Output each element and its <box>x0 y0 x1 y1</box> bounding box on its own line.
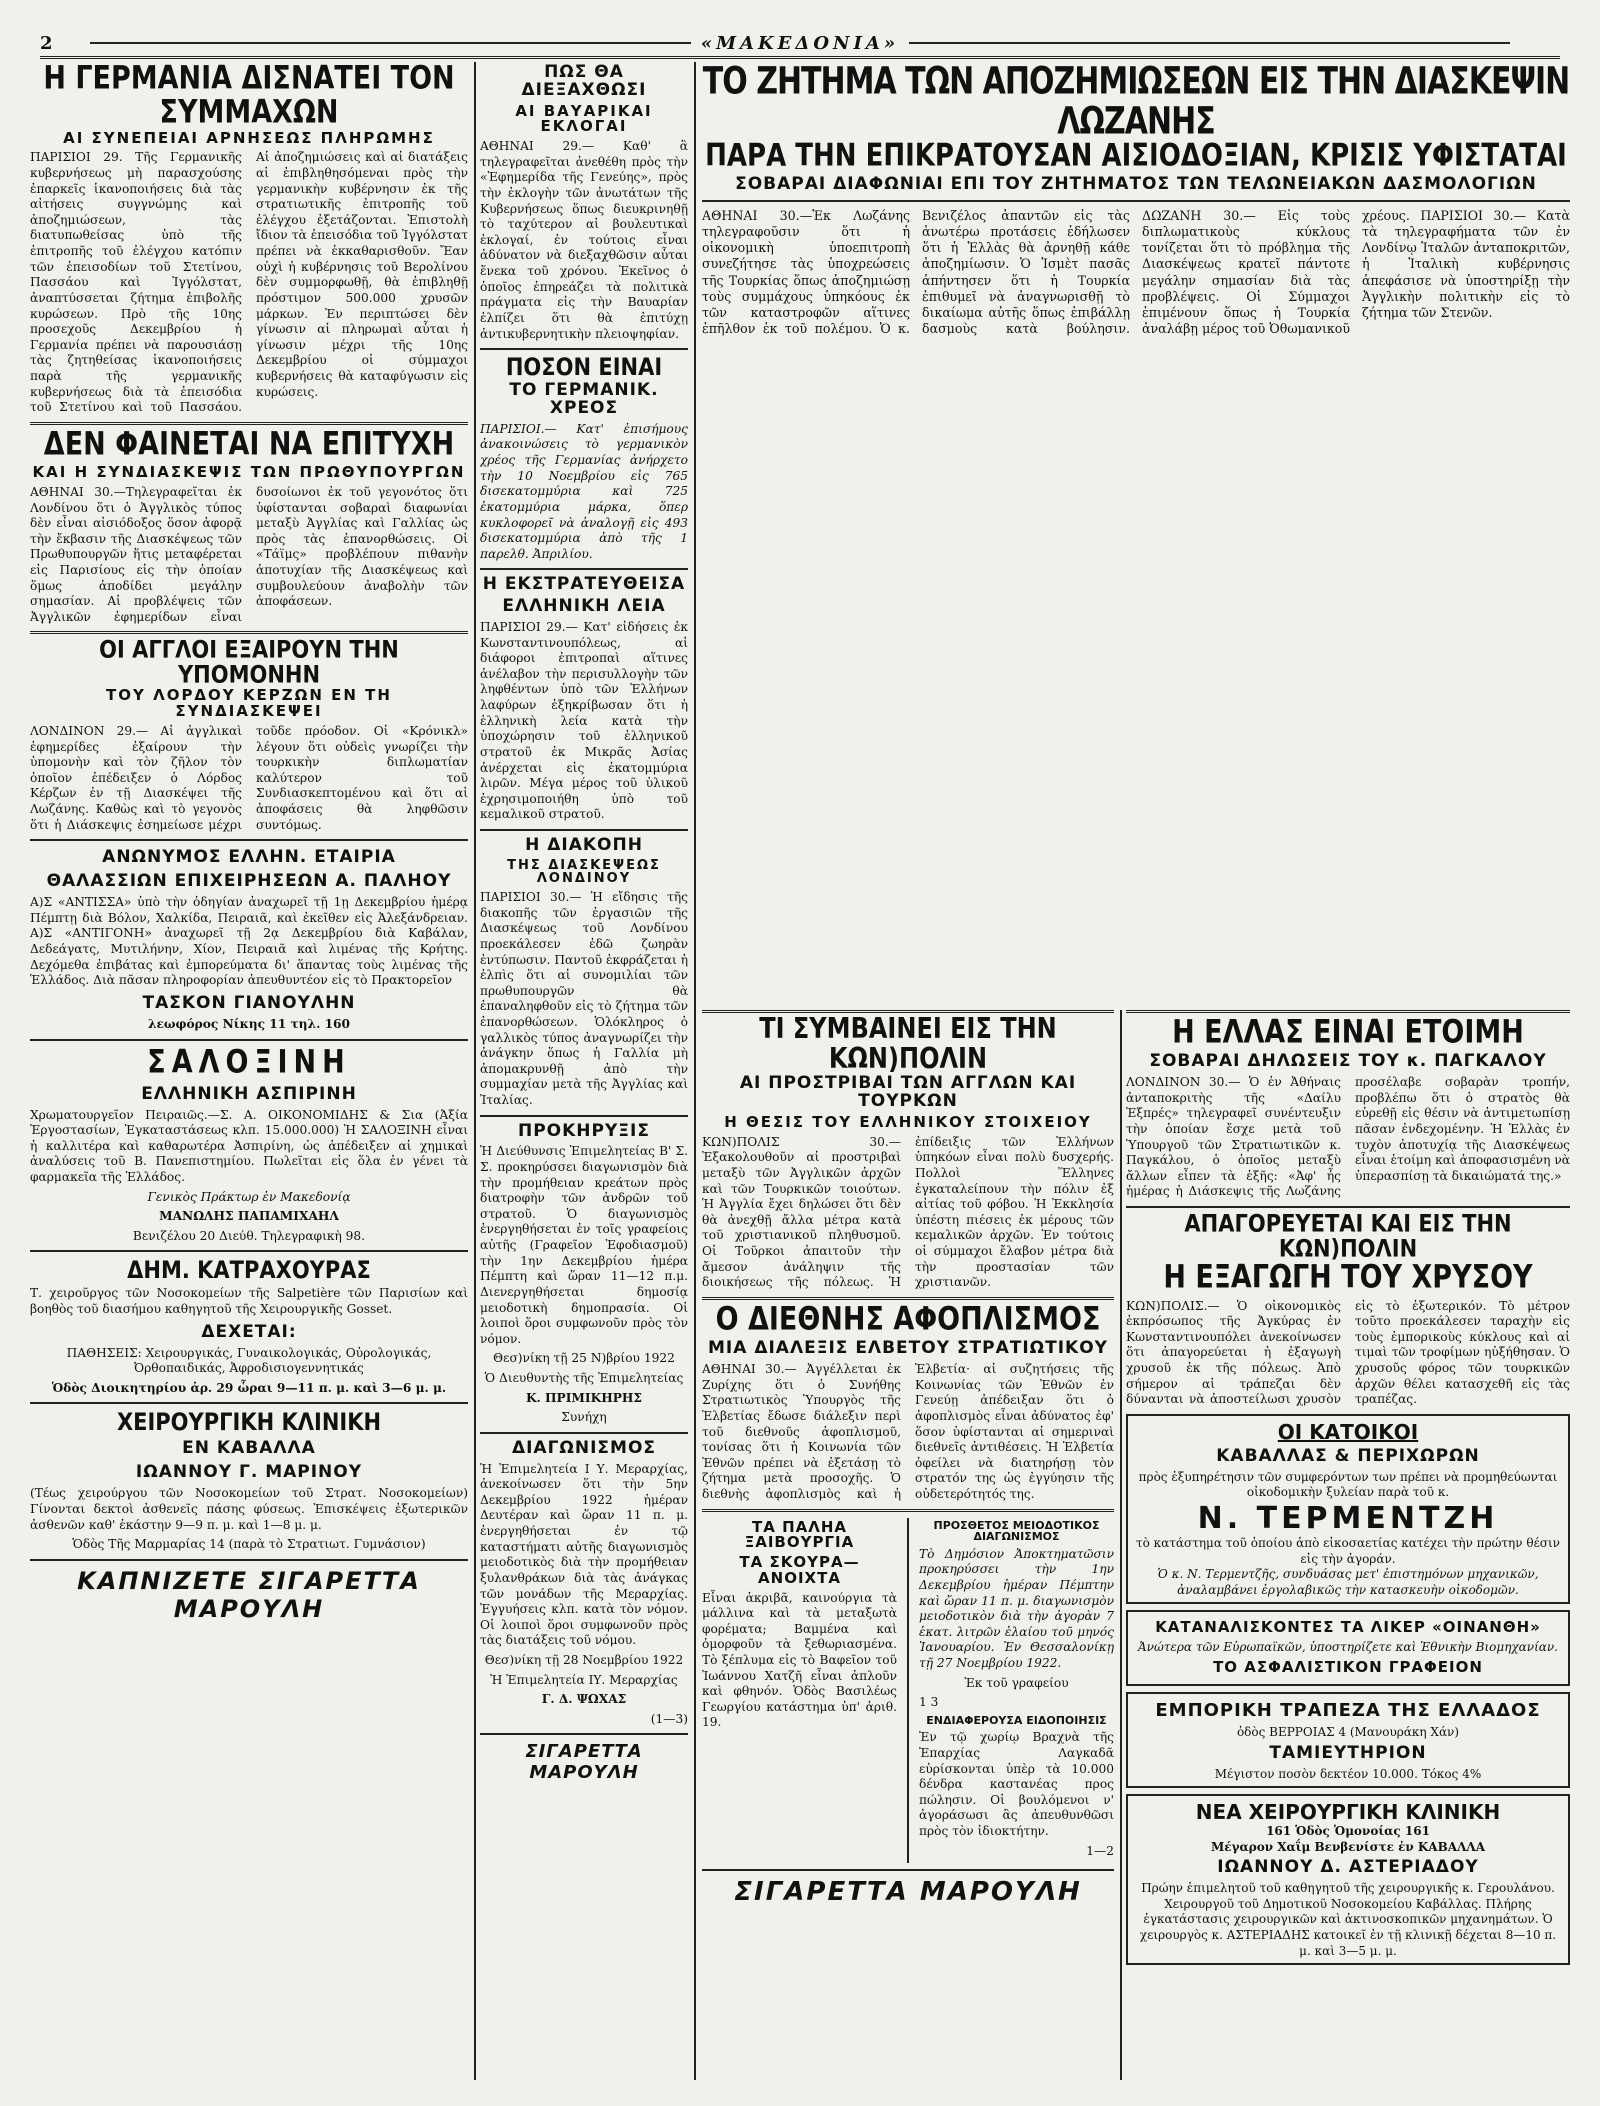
doctor-ad: ΔΗΜ. ΚΑΤΡΑΧΟΥΡΑΣ Τ. χειροῦργος τῶν Νοσοκομείων τῆς Salpetière τῶν Παρισίων καὶ βοηθὸς τοῦ διασήμου καθηγητοῦ τῆς Χειρουργικῆς Gosset. ΔΕΧΕΤΑΙ: ΠΑΘΗΣΕΙΣ: Χειρουργικάς, Γυναικολογικάς, Οὐρολογικάς, Ὀρθοπαιδικάς, Ἀφροδισιογεννητικάς Ὁδὸς Διοικητηρίου ἀρ. 29 ὧραι 9—11 π. μ. καὶ 3—6 μ. μ. <box>30 1256 468 1395</box>
headline: ΑΠΑΓΟΡΕΥΕΤΑΙ ΚΑΙ ΕΙΣ ΤΗΝ ΚΩΝ)ΠΟΛΙΝ <box>1184 1209 1512 1263</box>
subheadline: ΣΟΒΑΡΑΙ ΔΗΛΩΣΕΙΣ ΤΟΥ κ. ΠΑΓΚΑΛΟΥ <box>1149 1051 1547 1072</box>
headline: Η ΕΚΣΤΡΑΤΕΥΘΕΙΣΑ <box>482 574 686 595</box>
article-body: ΛΟΝΔΙΝΟΝ 29.— Αἱ ἀγγλικαὶ ἐφημερίδες ἐξαίρουν τὴν ὑπομονὴν καὶ τὸν ζῆλον τὸν ὁποῖον ἐπέδειξεν ὁ Λόρδος Κέρζων ἐν τῇ Διασκέψει τῆς Λωζάνης. Καθὼς καὶ τὸ γεγονὸς ὅτι ἡ Διάσκεψις ἐσημείωσε μέχρι τοῦδε πρόοδον. Οἱ «Κρόνικλ» λέγουν ὅτι οὐδεὶς γνωρίζει τὴν τουρκικὴν διπλωματίαν καλύτερον τοῦ Συνδιασκεπτομένου καὶ ὅτι αἱ ἀποφάσεις θὰ ληφθῶσιν συντόμως. <box>30 723 468 832</box>
clinic-ad: ΝΕΑ ΧΕΙΡΟΥΡΓΙΚΗ ΚΛΙΝΙΚΗ 161 Ὁδὸς Ὁμονοίας 161 Μέγαρον Χαΐμ Βενβενίστε ἐν ΚΑΒΑΛΛΑ ΙΩΑΝΝΟΥ Δ. ΑΣΤΕΡΙΑΔΟΥ Πρώην ἐπιμελητοῦ τοῦ καθηγητοῦ τῆς χειρουργικῆς κ. Γερουλάνου. Χειρουργοῦ τοῦ Δημοτικοῦ Νοσοκομείου Καβάλλας. Πλήρης ἐγκατάστασις χειρουργικῶν καὶ ἀκτινοσκοπικῶν μηχανημάτων. Ὁ χειρουργὸς κ. ΑΣΤΕΡΙΑΔΗΣ κατοικεῖ ἐν τῇ κλινικῇ δέχεται 8—10 π. μ. καὶ 3—5 μ. μ. <box>1126 1794 1570 1965</box>
article-body: ΠΑΡΙΣΙΟΙ.— Κατ' ἐπισήμους ἀνακοινώσεις τὸ γερμανικὸν χρέος τῆς Γερμανίας ἀνήρχετο τὴν 10 Νοεμβρίου εἰς 765 δισεκατομμύρια καὶ 725 ἑκατομμύρια μάρκα, ὅπερ κυκλοφορεῖ νὰ ἀναλογῇ εἰς 493 δισεκατομμύρια ἀπὸ τῆς 1 παρελθ. Ἀπριλίου. <box>480 421 688 561</box>
paper-name: «ΜΑΚΕΔΟΝΙΑ» <box>700 32 900 54</box>
article-body: Ἡ Διεύθυνσις Ἐπιμελητείας Β' Σ. Σ. προκηρύσσει διαγωνισμὸν διὰ τὴν προμήθειαν κρεάτων πρὸς διατροφὴν τῶν ἀνδρῶν τοῦ στρατοῦ. Ὁ διαγωνισμὸς ἐνεργηθήσεται ἐν τοῖς γραφείοις αὐτῆς (Γραφεῖον Ἐφοδιασμοῦ) τὴν 1ην Δεκεμβρίου ἡμέρα Πέμπτη καὶ ὥραν 11—12 π.μ. Διενεργηθήσεται δημοσίᾳ μειοδοτικὴ δημοπρασία. Οἱ λοιποὶ ὅροι συμφωνοῦν πρὸς τὸν νόμον. <box>480 1144 688 1346</box>
notice: ΠΡΟΣΘΕΤΟΣ ΜΕΙΟΔΟΤΙΚΟΣ ΔΙΑΓΩΝΙΣΜΟΣ Τὸ Δημόσιον Ἀποκτηματῶσιν προκηρύσσει τὴν 1ην Δεκεμβρίου ἡμέραν Πέμπτην καὶ ὥραν 11 π. μ. διαγωνισμὸν μειοδοτικὸν διὰ τὴν ἀγορὰν 7 ἑκατ. λιτρῶν ἐλαίου τοῦ μηνός Ἰανουαρίου. Ἐν Θεσσαλονίκῃ τῇ 27 Νοεμβρίου 1922. Ἐκ τοῦ γραφείου 1 3 ΕΝΔΙΑΦΕΡΟΥΣΑ ΕΙΔΟΠΟΙΗΣΙΣ Ἐν τῷ χωρίῳ Βραχνὰ τῆς Ἐπαρχίας Λαγκαδᾶ εὑρίσκονται ὑπὲρ τὰ 10.000 δένδρα καστανέας προς πώλησιν. Οἱ βουλόμενοι ν' ἀγοράσωσι ἂς ἀπευθυνθῶσι πρὸς τὸν ἰδιοκτήτην. 1—2 <box>919 1518 1114 1858</box>
clinic-ad: ΧΕΙΡΟΥΡΓΙΚΗ ΚΛΙΝΙΚΗ ΕΝ ΚΑΒΑΛΛΑ ΙΩΑΝΝΟΥ Γ. ΜΑΡΙΝΟΥ (Τέως χειρούργου τῶν Νοσοκομείων τοῦ Στρατ. Νοσοκομείων) Γίνονται δεκτοὶ ἀσθενεῖς πάσης φύσεως. Ἐπισκέψεις ἐξωτερικῶν ἀσθενῶν καθ' ἑκάστην 9—9 π. μ. καὶ 1—8 μ. μ. Ὁδὸς Τῆς Μαρμαρίας 14 (παρὰ τὸ Στρατιωτ. Γυμνάσιον) <box>30 1408 468 1552</box>
column-rule <box>1120 1010 1122 2080</box>
subheadline: ΤΗΣ ΔΙΑΣΚΕΨΕΩΣ ΛΟΝΔΙΝΟΥ <box>507 857 661 887</box>
headline: Ο ΔΙΕΘΝΗΣ ΑΦΟΠΛΙΣΜΟΣ <box>715 1300 1101 1338</box>
subheadline: ΜΙΑ ΔΙΑΛΕΞΙΣ ΕΛΒΕΤΟΥ ΣΤΡΑΤΙΩΤΙΚΟΥ <box>708 1338 1108 1359</box>
subheadline: ΠΑΡΑ ΤΗΝ ΕΠΙΚΡΑΤΟΥΣΑΝ ΑΙΣΙΟΔΟΞΙΑΝ, ΚΡΙΣΙΣ ΥΦΙΣΤΑΤΑΙ <box>705 137 1567 174</box>
cigarette-ad: ΚΑΠΝΙΖΕΤΕ ΣΙΓΑΡΕΤΤΑ ΜΑΡΟΥΛΗ <box>77 1566 421 1623</box>
article-body: ΑΘΗΝΑΙ 29.— Καθ' ἃ τηλεγραφεῖται ἀνεθέθη πρὸς τὴν «Ἐφημερίδα τῆς Γενεύης», πρὸς τὴν ἐκλογὴν τῶν ἀνωτάτων τῆς Κυβερνήσεως ὅπως διευκρινηθῇ τὸ ταχύτερον αἱ βουλευτικαὶ ἐκλογαί, ἐν τούτοις εἶναι ἀδύνατον νὰ διεξαχθῶσιν αὗται ἕνεκα τοῦ χρόνου. Ἐκεῖνος ὁ ὁποῖος ἐπηρεάζει τὰ πολιτικὰ πράγματα εἰς τὴν Βαυαρίαν ἐλπίζει ὅτι θὰ ἐπιτύχῃ ἀντικυβερνητικὴν πλειοψηφίαν. <box>480 139 688 341</box>
dye-ad: ΤΑ ΠΑΛΗΑ ΞΑΙΒΟΥΡΓΙΑ ΤΑ ΣΚΟΥΡΑ—ΑΝΟΙΧΤΑ Εἶναι ἀκριβᾶ, καινούργια τὰ μάλλινα καὶ τὰ μεταξωτὰ φορέματα; Βαμμένα καὶ ὀμορφοῦν τὰ ξεθωριασμένα. Τὸ ξέπλυμα εἰς τὸ Βαφεῖον τοῦ Ἰωάννου Χατζῆ εἶναι ἀπλοῦν καὶ φθηνόν. Ὁδὸς Βασιλέως Γεωργίου κατάστημα ὑπ' ἀριθ. 19. <box>702 1517 897 1730</box>
headline: ΔΙΑΓΩΝΙΣΜΟΣ <box>511 1437 657 1458</box>
column-2: ΠΩΣ ΘΑ ΔΙΕΞΑΧΘΩΣΙ ΑΙ ΒΑΥΑΡΙΚΑΙ ΕΚΛΟΓΑΙ ΑΘΗΝΑΙ 29.— Καθ' ἃ τηλεγραφεῖται ἀνεθέθη πρὸς τὴν «Ἐφημερίδα τῆς Γενεύης», πρὸς τὴν ἐκλογὴν τῶν ἀνωτάτων τῆς Κυβερνήσεως ὅπως διευκρινηθῇ τὸ ταχύτερον αἱ βουλευτικαὶ ἐκλογαί, ἐν τούτοις εἶναι ἀδύνατον νὰ διεξαχθῶσιν αὗται ἕνεκα τοῦ χρόνου. Ἐκεῖνος ὁ ὁποῖος ἐπηρεάζει τὰ πολιτικὰ πράγματα εἰς τὴν Βαυαρίαν ἐλπίζει ὅτι θὰ ἐπιτύχῃ ἀντικυβερνητικὴν πλειοψηφίαν. ΠΟΣΟΝ ΕΙΝΑΙ ΤΟ ΓΕΡΜΑΝΙΚ. ΧΡΕΟΣ ΠΑΡΙΣΙΟΙ.— Κατ' ἐπισήμους ἀνακοινώσεις τὸ γερμανικὸν χρέος τῆς Γερμανίας ἀνήρχετο τὴν 10 Νοεμβρίου εἰς 765 δισεκατομμύρια καὶ 725 ἑκατομμύρια μάρκα, ὅπερ κυκλοφορεῖ νὰ ἀναλογῇ εἰς 493 δισεκατομμύρια ἀπὸ τῆς 1 παρελθ. Ἀπριλίου. Η ΕΚΣΤΡΑΤΕΥΘΕΙΣΑ ΕΛΛΗΝΙΚΗ ΛΕΙΑ ΠΑΡΙΣΙΟΙ 29.— Κατ' εἰδήσεις ἐκ Κωνσταντινουπόλεως, αἱ διάφοροι ἐπιτροπαὶ αἵτινες ἀνέλαβον τὴν περισυλλογὴν τῶν ληφθέντων ὑπὸ τῶν Ἑλλήνων λαφύρων ἐξηκρίβωσαν ὅτι ἡ ἑλληνικὴ λεία κατὰ τὴν ὑποχώρησιν τοῦ ἑλληνικοῦ στρατοῦ ἐκ Μικρᾶς Ἀσίας ἀνέρχεται εἰς ἐκατομμύρια λιρῶν. Μέγα μέρος τοῦ ὑλικοῦ ἐχρησιμοποιήθη ὑπὸ τοῦ κεμαλικοῦ στρατοῦ. Η ΔΙΑΚΟΠΗ ΤΗΣ ΔΙΑΣΚΕΨΕΩΣ ΛΟΝΔΙΝΟΥ ΠΑΡΙΣΙΟΙ 30.— Ἡ εἴδησις τῆς διακοπῆς τῶν ἐργασιῶν τῆς Διασκέψεως τοῦ Λονδίνου προεκάλεσεν ἐδῶ ζωηρὰν ἐντύπωσιν. Παντοῦ ἐκφράζεται ἡ ἐλπὶς ὅτι αἱ συνομιλίαι τῶν πρωθυπουργῶν θὰ ἐπαναληφθοῦν εἰς τὸ ζήτημα τῶν ἐπανορθώσεων. Ὁλόκληρος ὁ γαλλικὸς τύπος ἀναγνωρίζει τὴν ἀνάγκην ὅπως ἡ Γαλλία μὴ ἀπομακρυνθῇ ἀπὸ τὴν συμμαχίαν μετὰ τῆς Ἀγγλίας καὶ Ἰταλίας. ΠΡΟΚΗΡΥΞΙΣ Ἡ Διεύθυνσις Ἐπιμελητείας Β' Σ. Σ. προκηρύσσει διαγωνισμὸν διὰ τὴν προμήθειαν κρεάτων πρὸς διατροφὴν τῶν ἀνδρῶν τοῦ στρατοῦ. Ὁ διαγωνισμὸς ἐνεργηθήσεται ἐν τοῖς γραφείοις αὐτῆς (Γραφεῖον Ἐφοδιασμοῦ) τὴν 1ην Δεκεμβρίου ἡμέρα Πέμπτη καὶ ὥραν 11—12 π.μ. Διενεργηθήσεται δημοσίᾳ μειοδοτικὴ δημοπρασία. Οἱ λοιποὶ ὅροι συμφωνοῦν πρὸς τὸν νόμον. Θεσ)νίκη τῇ 25 Ν)βρίου 1922 Ὁ Διευθυντὴς τῆς Ἐπιμελητείας Κ. ΠΡΙΜΙΚΗΡΗΣ Συνήχη ΔΙΑΓΩΝΙΣΜΟΣ Ἡ Ἐπιμελητεία Ι Υ. Μεραρχίας, ἀνεκοίνωσεν ὅτι τὴν 5ην Δεκεμβρίου 1922 ἡμέραν Δευτέραν καὶ ὥραν 11 π. μ. ἐνεργηθήσεται ἐν τῷ καταστήματι αὐτῆς διαγωνισμὸς μειοδοτικὸς διὰ τὴν προμήθειαν ξυλανθράκων διὰ τὰς ἀνάγκας τῶν μονάδων τῆς Μεραρχίας. Ἐγγυήσεις κλπ. κατὰ τὸν νόμον. Οἱ λοιποὶ ὅροι συμφωνοῦν πρὸς τὰς διατάξεις τοῦ νόμου. Θεσ)νίκη τῇ 28 Νοεμβρίου 1922 Ἡ Ἐπιμελητεία ΙΥ. Μεραρχίας Γ. Δ. ΨΩΧΑΣ (1—3) ΣΙΓΑΡΕΤΤΑ ΜΑΡΟΥΛΗ <box>480 62 688 1784</box>
masthead <box>40 30 1560 59</box>
page-number: 2 <box>40 32 53 54</box>
liqueur-ad: ΚΑΤΑΝΑΛΙΣΚΟΝΤΕΣ ΤΑ ΛΙΚΕΡ «ΟΙΝΑΝΘΗ» Ἀνώτερα τῶν Εὐρωπαϊκῶν, ὑποστηρίζετε καὶ Ἐθνικὴν Βιομηχανίαν. ΤΟ ΑΣΦΑΛΙΣΤΙΚΟΝ ΓΡΑΦΕΙΟΝ <box>1126 1610 1570 1686</box>
headline: ΤΟ ΖΗΤΗΜΑ ΤΩΝ ΑΠΟΖΗΜΙΩΣΕΩΝ ΕΙΣ ΤΗΝ ΔΙΑΣΚΕΨΙΝ ΛΩΖΑΝΗΣ <box>702 62 1570 143</box>
article-body: ΑΘΗΝΑΙ 30.— Ἀγγέλλεται ἐκ Ζυρίχης ὅτι ὁ Συνήθης Στρατιωτικὸς Ὑπουργὸς τῆς Ἑλβετίας ἔδωσε διάλεξιν περὶ τοῦ διεθνοῦς ἀφοπλισμοῦ, τονίσας ὅτι ἡ Κοινωνία τῶν Ἐθνῶν πρέπει νὰ ἐξετάσῃ τὸ ζήτημα μετὰ προσοχῆς. Ὁ διεθνὴς ἀφοπλισμὸς καὶ ἡ Ἑλβετία· αἱ συζητήσεις τῆς Κοινωνίας τῶν Ἐθνῶν ἐν Γενεύῃ ἀπέδειξαν ὅτι ὁ ἀφοπλισμὸς εἶναι ἀδύνατος ἐφ' ὅσον ὑφίστανται αἱ σημεριναὶ διεθνεῖς ἀντιθέσεις. Ἡ Ἑλβετία ὀφείλει νὰ διατηρήσῃ τὸν στρατόν της ὡς ἐγγύησιν τῆς οὐδετερότητός της. <box>702 1362 1114 1501</box>
headline: Η ΔΙΑΚΟΠΗ <box>525 834 643 855</box>
article-body: ΑΘΗΝΑΙ 30.—Τηλεγραφεῖται ἐκ Λονδίνου ὅτι ὁ Ἀγγλικὸς τύπος δὲν εἶναι αἰσιόδοξος ὅσον ἀφορᾷ τὴν ἔκβασιν τῆς Διασκέψεως τῶν Πρωθυπουργῶν ἥτις μεταφέρεται εἰς Παρισίους εἰς τὴν ὁποίαν ὅμως ἀποδίδει μεγάλην σημασίαν. Αἱ προβλέψεις τῶν Ἀγγλικῶν ἐφημερίδων εἶναι δυσοίωνοι ἐκ τοῦ γεγονότος ὅτι ὑφίστανται σοβαραὶ διαφωνίαι μεταξὺ Ἀγγλίας καὶ Γαλλίας ὡς πρὸς τὰς ἐπανορθώσεις. Οἱ «Τάϊμς» προβλέπουν πιθανὴν ἀποτυχίαν τῆς Διασκέψεως καὶ συμβουλεύουν ἀναβολὴν τῶν ἀποφάσεων. <box>30 484 468 624</box>
aspirin-ad: ΣΑΛΟΞΙΝΗ ΕΛΛΗΝΙΚΗ ΑΣΠΙΡΙΝΗ Χρωματουργεῖον Πειραιῶς.—Σ. Α. ΟΙΚΟΝΟΜΙΔΗΣ & Σια (Ἀξία Ἐργοστασίων, Ἐγκαταστάσεως κλπ. 15.000.000) Ἡ ΣΑΛΟΞΙΝΗ εἶναι ἡ καλλιτέρα καὶ καθαρωτέρα Ἀσπιρίνη, ὡς ἀπέδειξεν αἱ χημικαὶ ἀναλύσεις τοῦ Β. Πανεπιστημίου. Πωλεῖται εἰς ὅλα ἐν γένει τὰ φαρμακεῖα τῆς Ἑλλάδος. Γενικὸς Πράκτωρ ἐν Μακεδονίᾳ ΜΑΝΩΛΗΣ ΠΑΠΑΜΙΧΑΗΛ Βενιζέλου 20 Διεύθ. Τηλεγραφικὴ 98. <box>30 1043 468 1243</box>
article-body: ΠΑΡΙΣΙΟΙ 29.— Κατ' εἰδήσεις ἐκ Κωνσταντινουπόλεως, αἱ διάφοροι ἐπιτροπαὶ αἵτινες ἀνέλαβον τὴν περισυλλογὴν τῶν ληφθέντων ὑπὸ τῶν Ἑλλήνων λαφύρων ἐξηκρίβωσαν ὅτι ἡ ἑλληνικὴ λεία κατὰ τὴν ὑποχώρησιν τοῦ ἑλληνικοῦ στρατοῦ ἐκ Μικρᾶς Ἀσίας ἀνέρχεται εἰς ἐκατομμύρια λιρῶν. Μέγα μέρος τοῦ ὑλικοῦ ἐχρησιμοποιήθη ὑπὸ τοῦ κεμαλικοῦ στρατοῦ. <box>480 620 688 822</box>
subheadline: ΕΛΛΗΝΙΚΗ ΛΕΙΑ <box>502 596 666 617</box>
headline: ΠΡΟΚΗΡΥΞΙΣ <box>518 1120 650 1141</box>
article-body: ΑΘΗΝΑΙ 30.—Ἐκ Λωζάνης τηλεγραφοῦσιν ὅτι ἡ οἰκονομικὴ ὑποεπιτροπὴ συνεζήτησε τὰς ὑποχρεώσεις τῆς Τουρκίας ὅπως ἀποζημιώσῃ τοὺς συμμάχους ὑπηκόους ἐκ τῶν καταστροφῶν αἵτινες ἐπῆλθον ἐκ τοῦ πολέμου. Ὁ κ. Βενιζέλος ἀπαντῶν εἰς τὰς ἀνωτέρω προτάσεις ἐδήλωσεν ὅτι ἡ Ἑλλὰς θὰ ἀρνηθῇ κάθε ἀποζημίωσιν. Ὁ Ἰσμὲτ πασᾶς ἀπήντησεν ὅτι ἡ Τουρκία ἐπιθυμεῖ νὰ ἀναγνωρισθῇ τὸ δικαίωμα αὐτῆς ὅπως ἐπιβάλλῃ δασμοὺς κατὰ βούλησιν. ΔΩΖΑΝΗ 30.— Εἰς τοὺς διπλωματικοὺς κύκλους τονίζεται ὅτι τὸ πρόβλημα τῆς Διασκέψεως κρατεῖ πάντοτε μεγάλην σημασίαν διὰ τὰς προβλέψεις. Οἱ Σύμμαχοι ἐπιμένουν ὅπως ἡ Τουρκία ἀναλάβῃ μέρος τοῦ Ὀθωμανικοῦ χρέους. ΠΑΡΙΣΙΟΙ 30.— Κατὰ τὰ τηλεγραφήματα τῶν ἐν Λονδίνῳ Ἰταλῶν ἀνταποκριτῶν, ἡ Ἰταλικὴ κυβέρνησις ἀπεφάσισε νὰ ὑποστηρίξῃ τὴν Ἀγγλικὴν πολιτικὴν εἰς τὸ ζήτημα τῶν Στενῶν. <box>702 208 1570 336</box>
masthead-rule-left <box>90 42 691 44</box>
article-body: ΠΑΡΙΣΙΟΙ 29. Τῆς Γερμανικῆς κυβερνήσεως μὴ παρασχούσης ἐπαρκεῖς ἱκανοποιήσεις διὰ τὰς αἰτήσεις συγγνώμης καὶ ἀποζημιώσεων, τὰς διατυπωθείσας ὑπὸ τῆς ἐπιτροπῆς τοῦ ἐλέγχου κατόπιν τῶν ἐπεισοδίων τοῦ Στετίνου, Πασσάου καὶ Ἰγγόλστατ, ἀναπτύσσεται ζήτημα ἐπιβολῆς κυρώσεων. Πρὸ τῆς 10ης προσεχοῦς Δεκεμβρίου ἡ Γερμανία πρέπει νὰ παρουσιάσῃ τὰς ζητηθείσας ἱκανοποιήσεις παρὰ τῆς γερμανικῆς κυβερνήσεως διὰ τὰ ἐπεισόδια τοῦ Στετίνου καὶ τοῦ Πασσάου. Αἱ ἀποζημιώσεις καὶ αἱ διατάξεις αἱ ἐπιβληθησόμεναι πρὸς τὴν γερμανικὴν κυβέρνησιν ἐκ τῆς στρατιωτικῆς ἐπιτροπῆς τοῦ ἐλέγχου ἐξετάζονται. Ἐπιστολὴ ἴδιον τὰ ἐπεισόδια τοῦ Ἰγγόλστατ πρέπει νὰ ἐκκαθαρισθοῦν. Ἔαν οὐχὶ ἡ κυβέρνησις τοῦ Βερολίνου δὲν συμμορφωθῇ, θὰ ἐπιβληθῇ πρόστιμον 500.000 χρυσῶν μάρκων. Ἐν περιπτώσει δὲν γίνωσιν αἱ πληρωμαὶ αὗται ἡ γίνωσιν μέχρι τῆς 10ης Δεκεμβρίου οἱ σύμμαχοι κυβερνήσεις θὰ καταφύγωσιν εἰς κυρώσεις. <box>30 150 468 415</box>
headline: ΠΟΣΟΝ ΕΙΝΑΙ <box>505 353 663 381</box>
headline: ΠΩΣ ΘΑ ΔΙΕΞΑΧΘΩΣΙ <box>521 62 647 100</box>
article-body: ΚΩΝ)ΠΟΛΙΣ 30.— Ἐξακολουθοῦν αἱ προστριβαὶ μεταξὺ τῶν Ἀγγλικῶν ἀρχῶν καὶ τῶν Τουρκικῶν τοιούτων. Ἡ Ἀγγλία ἔχει δηλώσει ὅτι δὲν θὰ ἀνεχθῇ ἄλλα μέτρα κατὰ τοῦ χριστιανικοῦ πληθυσμοῦ. Οἱ Τοῦρκοι ἀπαιτοῦν τὴν ἄμεσον ἀνάληψιν τῆς διοικήσεως τῆς πόλεως. Ἡ ἐπίδειξις τῶν Ἑλλήνων ὑπηκόων εἶναι πολὺ δυσχερής. Πολλοὶ Ἕλληνες ἐγκαταλείπουν τὴν πόλιν ἐξ αἰτίας τοῦ φόβου. Ἡ Ἐκκλησία ὑπέστη πιέσεις ἐκ μέρους τῶν κεμαλικῶν ἀρχῶν. Ἐν τούτοις οἱ σύμμαχοι ἔλαβον μέτρα διὰ τὴν προστασίαν τῶν χριστιανῶν. <box>702 1134 1114 1290</box>
article-body: Ἡ Ἐπιμελητεία Ι Υ. Μεραρχίας, ἀνεκοίνωσεν ὅτι τὴν 5ην Δεκεμβρίου 1922 ἡμέραν Δευτέραν καὶ ὥραν 11 π. μ. ἐνεργηθήσεται ἐν τῷ καταστήματι αὐτῆς διαγωνισμὸς μειοδοτικὸς διὰ τὴν προμήθειαν ξυλανθράκων διὰ τὰς ἀνάγκας τῶν μονάδων τῆς Μεραρχίας. Ἐγγυήσεις κλπ. κατὰ τὸν νόμον. Οἱ λοιποὶ ὅροι συμφωνοῦν πρὸς τὰς διατάξεις τοῦ νόμου. <box>480 1461 688 1648</box>
headline: ΟΙ ΑΓΓΛΟΙ ΕΞΑΙΡΟΥΝ ΤΗΝ ΥΠΟΜΟΝΗΝ <box>99 635 399 689</box>
headline: Η ΕΛΛΑΣ ΕΙΝΑΙ ΕΤΟΙΜΗ <box>1172 1013 1524 1051</box>
headline: ΤΙ ΣΥΜΒΑΙΝΕΙ ΕΙΣ ΤΗΝ ΚΩΝ)ΠΟΛΙΝ <box>759 1011 1057 1076</box>
article-body: ΚΩΝ)ΠΟΛΙΣ.— Ὁ οἰκονομικὸς ἐκπρόσωπος τῆς Ἀγκύρας ἐν Κωνσταντινουπόλει ἀνεκοίνωσεν ὅτι ἀπαγορεύεται ἡ ἐξαγωγὴ χρυσοῦ ἐκ τῆς πόλεως. Ἀπὸ σήμερον αἱ τράπεζαι δὲν δύνανται νὰ ἀποστείλωσι χρυσὸν εἰς τὸ ἐξωτερικόν. Τὸ μέτρον τοῦτο προεκάλεσεν ταραχὴν εἰς τοὺς ἐμπορικοὺς κύκλους καὶ αἱ τιμαὶ τῶν τροφίμων ηὐξήθησαν. Ὁ χρυσοῦς φόρος τῶν τουρκικῶν ἀρχῶν θέλει κατασχεθῆ εἰς τὰς τραπέζας. <box>1126 1298 1570 1407</box>
column-rule <box>694 62 696 2080</box>
subheadline: Η ΘΕΣΙΣ ΤΟΥ ΕΛΛΗΝΙΚΟΥ ΣΤΟΙΧΕΙΟΥ <box>724 1113 1092 1132</box>
column-4 <box>1126 1010 1570 2080</box>
subheadline: ΑΙ ΒΑΥΑΡΙΚΑΙ ΕΚΛΟΓΑΙ <box>515 101 653 136</box>
masthead-rule-right <box>909 42 1510 44</box>
bank-ad: ΕΜΠΟΡΙΚΗ ΤΡΑΠΕΖΑ ΤΗΣ ΕΛΛΑΔΟΣ ὁδὸς ΒΕΡΡΟΙΑΣ 4 (Μανουράκη Χάν) ΤΑΜΙΕΥΤΗΡΙΟΝ Μέγιστον ποσὸν δεκτέον 10.000. Τόκος 4% <box>1126 1692 1570 1788</box>
article-body: ΠΑΡΙΣΙΟΙ 30.— Ἡ εἴδησις τῆς διακοπῆς τῶν ἐργασιῶν τῆς Διασκέψεως τοῦ Λονδίνου προεκάλεσεν ἐδῶ ζωηρὰν ἐντύπωσιν. Παντοῦ ἐκφράζεται ἡ ἐλπὶς ὅτι αἱ συνομιλίαι τῶν πρωθυπουργῶν θὰ ἐπαναληφθοῦν εἰς τὸ ζήτημα τῶν ἐπανορθώσεων. Ὁλόκληρος ὁ γαλλικὸς τύπος ἀναγνωρίζει τὴν ἀνάγκην ὅπως ἡ Γαλλία μὴ ἀπομακρυνθῇ ἀπὸ τὴν συμμαχίαν μετὰ τῆς Ἀγγλίας καὶ Ἰταλίας. <box>480 890 688 1107</box>
lausanne-article <box>702 62 1570 1002</box>
headline: ΔΕΝ ΦΑΙΝΕΤΑΙ ΝΑ ΕΠΙΤΥΧΗ <box>43 425 455 463</box>
column-3 <box>702 1010 1114 2080</box>
subheadline: ΚΑΙ Η ΣΥΝΔΙΑΣΚΕΨΙΣ ΤΩΝ ΠΡΩΘΥΠΟΥΡΓΩΝ <box>32 463 466 482</box>
subheadline: ΤΟ ΓΕΡΜΑΝΙΚ. ΧΡΕΟΣ <box>509 380 659 418</box>
article-body: ΛΟΝΔΙΝΟΝ 30.— Ὁ ἐν Ἀθήναις ἀνταποκριτὴς τῆς «Δαίλυ Ἐξπρές» τηλεγραφεῖ συνέντευξιν τὴν ὁποίαν ἔσχε μετὰ τοῦ Ὑπουργοῦ τῶν Στρατιωτικῶν κ. Παγκάλου, ὁ ὁποῖος μεταξὺ ἄλλων εἶπεν τὰ ἑξῆς: «Ἀφ' ἧς ἡμέρας ἡ Διάσκεψις τῆς Λωζάνης προσέλαβε σοβαρὰν τροπήν, προβλέπω ὅτι ὁ στρατὸς θὰ εὑρεθῇ εἰς θέσιν νὰ ἀντιμετωπίσῃ πᾶσαν ἐνδεχομένην. Ἡ Ἑλλὰς ἐν τυχὸν ἀποτυχίᾳ τῆς Διασκέψεως εἶναι ἑτοίμη καὶ ἀποφασισμένη νὰ ὑπερασπίσῃ τὰ δικαιώματά της.» <box>1126 1075 1570 1199</box>
column-1 <box>30 62 468 2080</box>
cigarette-ad: ΣΙΓΑΡΕΤΤΑ ΜΑΡΟΥΛΗ <box>734 1877 1082 1908</box>
cigarette-ad: ΣΙΓΑΡΕΤΤΑ ΜΑΡΟΥΛΗ <box>525 1741 643 1784</box>
subheadline: ΑΙ ΠΡΟΣΤΡΙΒΑΙ ΤΩΝ ΑΓΓΛΩΝ ΚΑΙ ΤΟΥΡΚΩΝ <box>739 1073 1077 1112</box>
subheadline: Η ΕΞΑΓΩΓΗ ΤΟΥ ΧΡΥΣΟΥ <box>1163 1258 1533 1297</box>
subheadline: ΑΙ ΣΥΝΕΠΕΙΑΙ ΑΡΝΗΣΕΩΣ ΠΛΗΡΩΜΗΣ <box>63 128 435 147</box>
shipping-ad: ΑΝΩΝΥΜΟΣ ΕΛΛΗΝ. ΕΤΑΙΡΙΑ ΘΑΛΑΣΣΙΩΝ ΕΠΙΧΕΙΡΗΣΕΩΝ Α. ΠΑΛΗΟΥ Α)Σ «ΑΝΤΙΣΣΑ» ὑπὸ τὴν ὁδηγίαν ἀναχωρεῖ τῇ 1ῃ Δεκεμβρίου ἡμέρᾳ Πέμπτῃ διὰ Βόλον, Χαλκίδα, Πειραιᾶ, καὶ ἐκεῖθεν εἰς Ἀλεξάνδρειαν. Α)Σ «ΑΝΤΙΓΟΝΗ» ἀναχωρεῖ τῇ 2ᾳ Δεκεμβρίου διὰ Καβάλαν, Δεδεάγατς, Μυτιλήνην, Χίον, Πειραιᾶ καὶ λιμένας τῆς Κρήτης. Δεχόμεθα ἐπιβάτας καὶ ἐμπορεύματα δι' ἅπαντας τοὺς λιμένας τῆς Ἑλλάδος. Διὰ πᾶσαν πληροφορίαν ἀπευθυντέον εἰς τὸ Πρακτορεῖον ΤΑΣΚΟΝ ΓΙΑΝΟΥΛΗΝ λεωφόρος Νίκης 11 τηλ. 160 <box>30 847 468 1031</box>
column-rule <box>474 62 476 2080</box>
subheadline: ΤΟΥ ΛΟΡΔΟΥ ΚΕΡΖΩΝ ΕΝ ΤΗ ΣΥΝΔΙΑΣΚΕΨΕΙ <box>106 686 392 721</box>
subheadline: ΣΟΒΑΡΑΙ ΔΙΑΦΩΝΙΑΙ ΕΠΙ ΤΟΥ ΖΗΤΗΜΑΤΟΣ ΤΩΝ ΤΕΛΩΝΕΙΑΚΩΝ ΔΑΣΜΟΛΟΓΙΩΝ <box>735 174 1537 195</box>
timber-ad: ΟΙ ΚΑΤΟΙΚΟΙ ΚΑΒΑΛΛΑΣ & ΠΕΡΙΧΩΡΩΝ πρὸς ἐξυπηρέτησιν τῶν συμφερόντων των πρέπει νὰ προμηθεύωνται οἰκοδομικὴν ξυλείαν παρὰ τοῦ κ. Ν. ΤΕΡΜΕΝΤΖΗ τὸ κατάστημα τοῦ ὁποίου ἀπὸ εἰκοσαετίας κατέχει τὴν πρώτην θέσιν εἰς τὴν ἀγοράν. Ὁ κ. Ν. Τερμεντζῆς, συνδυάσας μετ' ἐπιστημόνων μηχανικῶν, ἀναλαμβάνει ἐργολαβικῶς τὴν κατασκευὴν οἰκοδομῶν. <box>1126 1414 1570 1605</box>
headline: Η ΓΕΡΜΑΝΙΑ ΔΙΣΝΑΤΕΙ ΤΟΝ ΣΥΜΜΑΧΩΝ <box>43 62 455 132</box>
